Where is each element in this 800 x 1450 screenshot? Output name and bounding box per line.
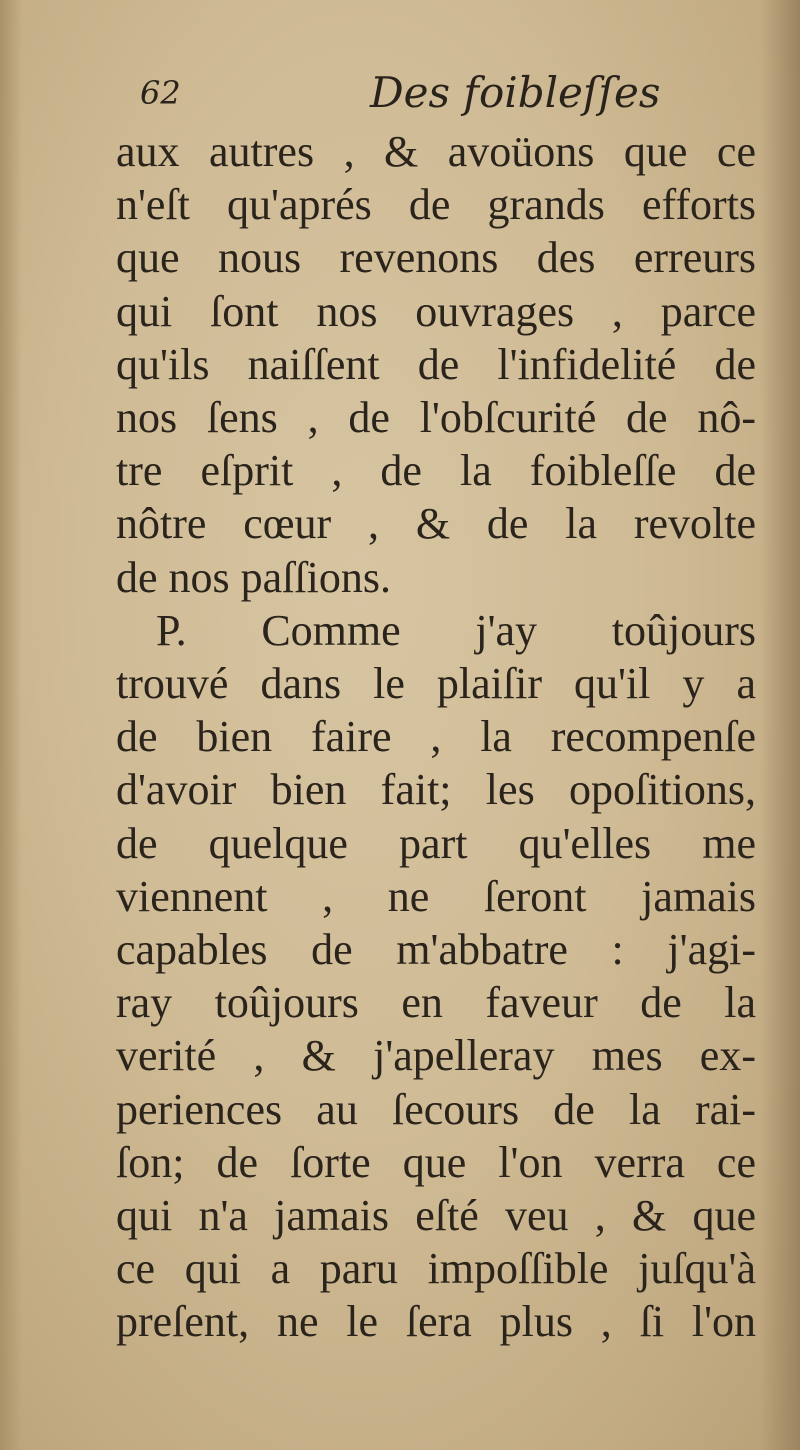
- text-line: verité , & j'apelleray mes ex-: [116, 1031, 756, 1081]
- running-title: Des foibleſſes: [370, 68, 661, 117]
- body-text: [116, 125, 756, 1349]
- text-line: periences au ſecours de la rai-: [116, 1084, 756, 1134]
- text-line: nos ſens , de l'obſcurité de nô-: [116, 393, 756, 443]
- text-line: de quelque part qu'elles me: [116, 818, 756, 868]
- text-line: ray toûjours en faveur de la: [116, 978, 756, 1028]
- text-line: aux autres , & avoüons que ce: [116, 127, 756, 176]
- text-line: ſon; de ſorte que l'on verra ce: [116, 1137, 756, 1187]
- text-line: d'avoir bien fait; les opoſitions,: [116, 765, 756, 815]
- text-line: nôtre cœur , & de la revolte: [116, 499, 756, 549]
- text-line: viennent , ne ſeront jamais: [116, 871, 756, 921]
- text-line: capables de m'abbatre : j'agi-: [116, 925, 756, 975]
- page-number: 62: [140, 74, 181, 112]
- page-header: [120, 68, 760, 128]
- paragraph-start-line: P. Comme j'ay toûjours: [156, 605, 756, 655]
- text-line: de bien faire , la recompenſe: [116, 712, 756, 762]
- text-line: qui ſont nos ouvrages , parce: [116, 286, 756, 336]
- text-line: de nos paſſions.: [116, 552, 391, 602]
- text-line: trouvé dans le plaiſir qu'il y a: [116, 659, 756, 709]
- text-line: n'eſt qu'aprés de grands efforts: [116, 180, 756, 230]
- text-line: preſent, ne le ſera plus , ſi l'on: [116, 1297, 756, 1347]
- text-line: qu'ils naiſſent de l'infidelité de: [116, 339, 756, 389]
- text-line: que nous revenons des erreurs: [116, 233, 756, 283]
- text-line: tre eſprit , de la foibleſſe de: [116, 446, 756, 496]
- text-line: ce qui a paru impoſſible juſqu'à: [116, 1244, 756, 1294]
- text-line: qui n'a jamais eſté veu , & que: [116, 1191, 756, 1241]
